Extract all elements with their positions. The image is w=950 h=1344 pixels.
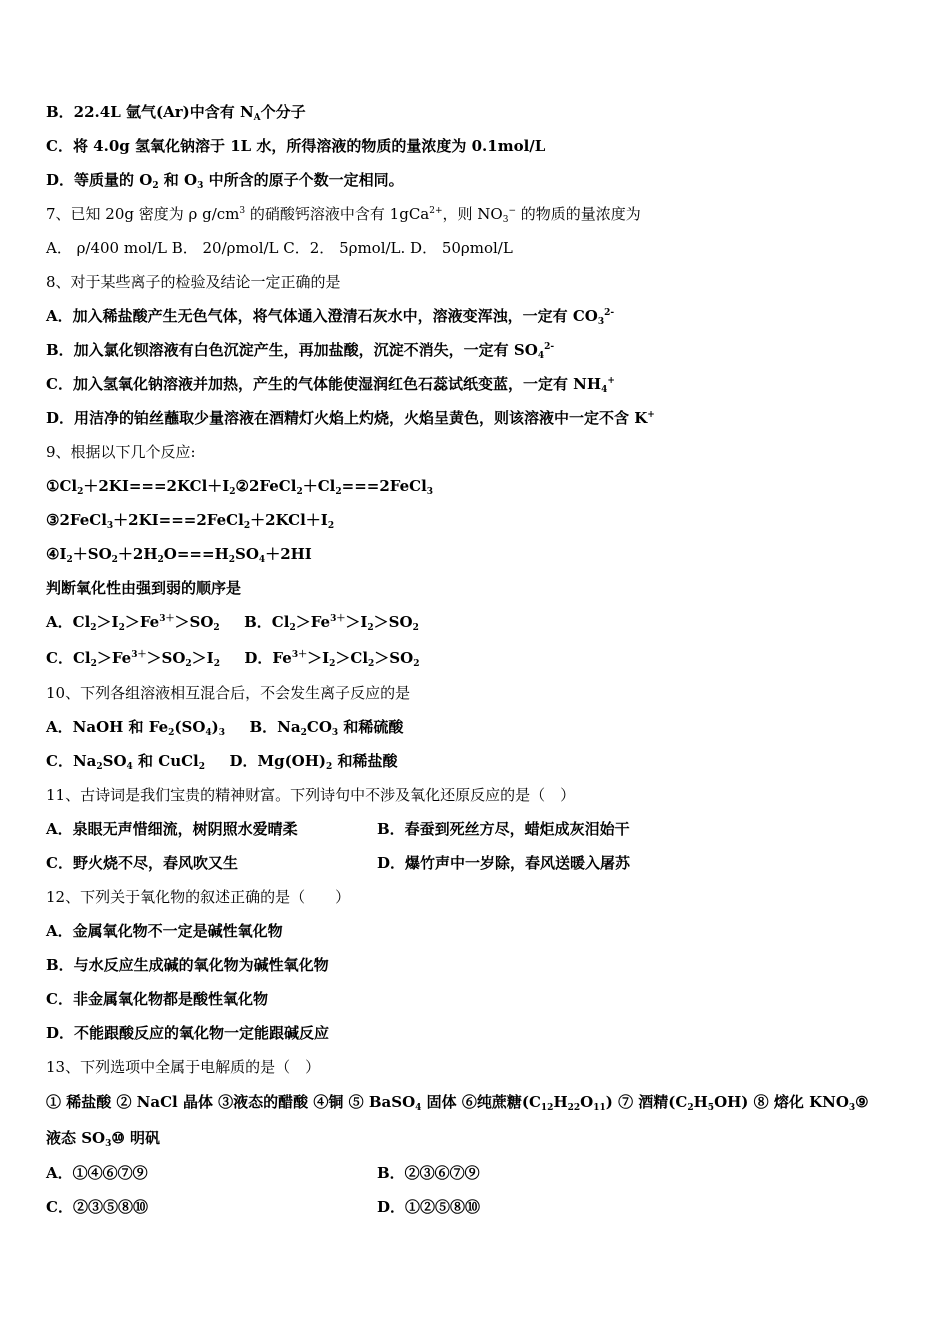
q11-options-cd bbox=[46, 853, 631, 873]
text: − bbox=[508, 206, 517, 216]
text: CO bbox=[306, 718, 332, 736]
text: 8、对于某些离子的检验及结论一定正确的是 bbox=[46, 273, 341, 291]
text: (SO bbox=[174, 718, 206, 736]
q8-option-d bbox=[46, 408, 655, 428]
q10-option-b bbox=[250, 718, 404, 736]
text: ＋SO bbox=[72, 545, 112, 563]
text: ＞I bbox=[307, 649, 330, 667]
q6-option-b bbox=[46, 102, 306, 122]
text: 2 bbox=[300, 728, 307, 738]
q13-option-a: A．①④⑥⑦⑨ bbox=[46, 1164, 148, 1182]
text: 2 bbox=[185, 659, 192, 669]
text: 2 bbox=[77, 487, 84, 497]
q9-reaction-4 bbox=[46, 544, 312, 564]
text: ⑩ 明矾 bbox=[111, 1129, 161, 1147]
text: B．与水反应生成碱的氧化物为碱性氧化物 bbox=[46, 956, 329, 974]
text: ，则 NO bbox=[442, 205, 503, 223]
text: 7、已知 20g 密度为 ρ g/cm bbox=[46, 205, 240, 223]
text: A．金属氧化物不一定是碱性氧化物 bbox=[46, 922, 283, 940]
text: C．加入氢氧化钠溶液并加热，产生的气体能使湿润红色石蕊试纸变蓝，一定有 NH bbox=[46, 375, 602, 393]
text: 3 bbox=[218, 728, 226, 738]
text: C．Na bbox=[46, 752, 97, 770]
q13-option-b: B．②③⑥⑦⑨ bbox=[377, 1164, 480, 1182]
text: ＞SO bbox=[174, 613, 214, 631]
text: D．用洁净的铂丝蘸取少量溶液在酒精灯火焰上灼烧，火焰呈黄色，则该溶液中一定不含 K bbox=[46, 409, 648, 427]
text: 2 bbox=[228, 555, 236, 565]
q12-option-a bbox=[46, 921, 283, 941]
text: ＋2KI===2FeCl bbox=[113, 511, 244, 529]
text: ＋2H bbox=[117, 545, 158, 563]
text: 2 bbox=[368, 659, 375, 669]
text: 3 bbox=[239, 206, 246, 216]
text: + bbox=[647, 410, 655, 420]
text: ＞I bbox=[191, 649, 214, 667]
q12-option-d bbox=[46, 1023, 329, 1043]
q9-option-c bbox=[46, 649, 220, 667]
q13-options-cd bbox=[46, 1197, 481, 1217]
text: 3 bbox=[106, 521, 114, 531]
text: A bbox=[253, 113, 261, 123]
text: 9、根据以下几个反应: bbox=[46, 443, 196, 461]
q13-substance-list-cont bbox=[46, 1128, 160, 1148]
text: SO bbox=[102, 752, 127, 770]
text: ②2FeCl bbox=[235, 477, 297, 495]
q13-option-d: D．①②⑤⑧⑩ bbox=[377, 1198, 481, 1216]
q8-option-c bbox=[46, 374, 615, 394]
text: 3＋ bbox=[131, 650, 147, 660]
text: A．Cl bbox=[46, 613, 91, 631]
text: 4 bbox=[205, 728, 212, 738]
q8-option-a bbox=[46, 306, 614, 326]
text: 2 bbox=[413, 659, 420, 669]
text: ＞Fe bbox=[124, 613, 160, 631]
text: ＋2KI===2KCl＋I bbox=[83, 477, 230, 495]
q9-reaction-1-2 bbox=[46, 476, 433, 496]
q13-substance-list bbox=[46, 1092, 869, 1112]
text: 3＋ bbox=[291, 650, 308, 660]
q10-options-cd bbox=[46, 751, 398, 771]
q12-option-c bbox=[46, 989, 268, 1009]
text: 2 bbox=[687, 1103, 694, 1113]
text: C．非金属氧化物都是酸性氧化物 bbox=[46, 990, 268, 1008]
q8-option-b bbox=[46, 340, 554, 360]
q10-option-d bbox=[229, 752, 397, 770]
q9-reaction-3 bbox=[46, 510, 334, 530]
text: C．将 4.0g 氢氧化钠溶于 1L 水，所得溶液的物质的量浓度为 0.1mol/L bbox=[46, 137, 546, 155]
text: 4 bbox=[601, 385, 608, 395]
q12-stem bbox=[46, 887, 350, 907]
text: 和 O bbox=[158, 171, 198, 189]
text: 2 bbox=[243, 521, 251, 531]
text: B．加入氯化钡溶液有白色沉淀产生，再加盐酸，沉淀不消失，一定有 SO bbox=[46, 341, 538, 359]
text: ) bbox=[211, 718, 219, 736]
q11-options-ab bbox=[46, 819, 630, 839]
q9-options-ab bbox=[46, 612, 419, 632]
q9-option-d bbox=[244, 649, 419, 667]
text: D．Fe bbox=[244, 649, 292, 667]
text: 3 bbox=[105, 1139, 112, 1149]
q9-option-b bbox=[244, 613, 419, 631]
text: H bbox=[693, 1093, 708, 1111]
text: 和稀硫酸 bbox=[338, 718, 404, 736]
text: 2 bbox=[118, 623, 125, 633]
text: 2 bbox=[198, 762, 206, 772]
q7-stem bbox=[46, 204, 641, 224]
text: 2 bbox=[90, 659, 97, 669]
text: OH) ⑧ 熔化 KNO bbox=[714, 1093, 849, 1111]
text: ①Cl bbox=[46, 477, 78, 495]
text: ＞I bbox=[96, 613, 119, 631]
q6-option-d bbox=[46, 170, 404, 190]
text: 2 bbox=[335, 487, 342, 497]
text: B．22.4L 氩气(Ar)中含有 N bbox=[46, 103, 254, 121]
text: 3 bbox=[502, 215, 509, 225]
text: 2 bbox=[329, 659, 336, 669]
q10-option-a bbox=[46, 718, 225, 736]
text: 2 bbox=[157, 555, 164, 565]
text: 12、下列关于氧化物的叙述正确的是（ ） bbox=[46, 888, 351, 906]
text: 3 bbox=[197, 181, 204, 191]
text: 4 bbox=[537, 351, 545, 361]
text: 12 bbox=[540, 1103, 554, 1113]
text: B．Cl bbox=[244, 613, 290, 631]
text: ＞SO bbox=[374, 649, 414, 667]
text: 3 bbox=[426, 487, 434, 497]
text: 固体 ⑥纯蔗糖(C bbox=[421, 1093, 541, 1111]
text: 2 bbox=[66, 555, 73, 565]
text: 的硝酸钙溶液中含有 1gCa bbox=[245, 205, 430, 223]
text: 4 bbox=[126, 762, 133, 772]
text: 2 bbox=[326, 762, 333, 772]
text: 2 bbox=[412, 623, 419, 633]
q6-option-c bbox=[46, 136, 545, 156]
text: 22 bbox=[567, 1103, 581, 1113]
text: 11 bbox=[593, 1103, 606, 1113]
text: ＋2HI bbox=[265, 545, 312, 563]
text: 11、古诗词是我们宝贵的精神财富。下列诗句中不涉及氧化还原反应的是（ ） bbox=[46, 786, 576, 804]
text: 2 bbox=[213, 659, 220, 669]
text: 2- bbox=[544, 342, 555, 352]
text: 10、下列各组溶液相互混合后，不会发生离子反应的是 bbox=[46, 684, 411, 702]
q9-option-a bbox=[46, 613, 220, 631]
text: D．等质量的 O bbox=[46, 171, 153, 189]
text: ① 稀盐酸 ② NaCl 晶体 ③液态的醋酸 ④铜 ⑤ BaSO bbox=[46, 1093, 416, 1111]
text: ＞Fe bbox=[295, 613, 331, 631]
text: 3 bbox=[331, 728, 339, 738]
text: 和稀盐酸 bbox=[332, 752, 398, 770]
q9-judge bbox=[46, 578, 241, 598]
q8-stem bbox=[46, 272, 341, 292]
text: 2 bbox=[96, 762, 103, 772]
text: 2 bbox=[289, 623, 296, 633]
text: D．Mg(OH) bbox=[229, 752, 327, 770]
text: ③2FeCl bbox=[46, 511, 107, 529]
q7-options bbox=[46, 238, 513, 258]
text: 的物质的量浓度为 bbox=[516, 205, 641, 223]
text: SO bbox=[235, 545, 259, 563]
text: 液态 SO bbox=[46, 1129, 106, 1147]
text: A．NaOH 和 Fe bbox=[46, 718, 169, 736]
text: A． ρ/400 mol/L B． 20/ρmol/L C．2． 5ρmol/L. D． 50ρmol/L bbox=[46, 239, 513, 257]
text: D．不能跟酸反应的氧化物一定能跟碱反应 bbox=[46, 1024, 330, 1042]
text: ＋2KCl＋I bbox=[250, 511, 328, 529]
text: ＋Cl bbox=[302, 477, 336, 495]
q11-option-b: B．春蚕到死丝方尽，蜡炬成灰泪始干 bbox=[377, 820, 630, 838]
text: ＞SO bbox=[146, 649, 186, 667]
text: 2- bbox=[604, 308, 615, 318]
q11-option-d: D．爆竹声中一岁除，春风送暖入屠苏 bbox=[377, 854, 631, 872]
text: 13、下列选项中全属于电解质的是（ ） bbox=[46, 1058, 321, 1076]
text: ＞I bbox=[345, 613, 368, 631]
q10-stem bbox=[46, 683, 410, 703]
text: 2+ bbox=[429, 206, 443, 216]
q10-option-c bbox=[46, 752, 205, 770]
text: 中所含的原子个数一定相同。 bbox=[203, 171, 404, 189]
text: 5 bbox=[707, 1103, 715, 1113]
q11-stem bbox=[46, 785, 575, 805]
text: 4 bbox=[415, 1103, 422, 1113]
text: ＞Cl bbox=[335, 649, 369, 667]
text: 判断氧化性由强到弱的顺序是 bbox=[46, 579, 242, 597]
text: H bbox=[553, 1093, 568, 1111]
q11-option-c: C．野火烧不尽，春风吹又生 bbox=[46, 854, 238, 872]
text: O===H bbox=[163, 545, 229, 563]
q13-options-ab bbox=[46, 1163, 480, 1183]
text: B．Na bbox=[249, 718, 301, 736]
text: 2 bbox=[327, 521, 335, 531]
text: 2 bbox=[213, 623, 220, 633]
text: 个分子 bbox=[260, 103, 306, 121]
q12-option-b bbox=[46, 955, 329, 975]
text: 3 bbox=[848, 1103, 856, 1113]
text: ④I bbox=[46, 545, 67, 563]
text: 2 bbox=[152, 181, 159, 191]
q13-stem bbox=[46, 1057, 320, 1077]
text: 2 bbox=[296, 487, 303, 497]
q11-option-a: A．泉眼无声惜细流，树阴照水爱晴柔 bbox=[46, 820, 298, 838]
text: 2 bbox=[90, 623, 97, 633]
q10-options-ab bbox=[46, 717, 403, 737]
text: 3＋ bbox=[159, 614, 175, 624]
text: 2 bbox=[168, 728, 175, 738]
q9-stem bbox=[46, 442, 196, 462]
text: O bbox=[580, 1093, 594, 1111]
text: 2 bbox=[367, 623, 374, 633]
text: ＞Fe bbox=[96, 649, 132, 667]
text: 3 bbox=[597, 317, 605, 327]
text: 2 bbox=[111, 555, 118, 565]
text: C．Cl bbox=[46, 649, 91, 667]
text: A．加入稀盐酸产生无色气体，将气体通入澄清石灰水中，溶液变浑浊，一定有 CO bbox=[46, 307, 598, 325]
q9-options-cd bbox=[46, 648, 419, 668]
text: ⑨ bbox=[855, 1093, 869, 1111]
text: 2 bbox=[229, 487, 236, 497]
text: + bbox=[607, 376, 615, 386]
text: 4 bbox=[258, 555, 266, 565]
text: ===2FeCl bbox=[341, 477, 427, 495]
text: 和 CuCl bbox=[132, 752, 199, 770]
text: 3＋ bbox=[330, 614, 346, 624]
text: ＞SO bbox=[373, 613, 413, 631]
q13-option-c: C．②③⑤⑧⑩ bbox=[46, 1198, 148, 1216]
text: ) ⑦ 酒精(C bbox=[605, 1093, 688, 1111]
